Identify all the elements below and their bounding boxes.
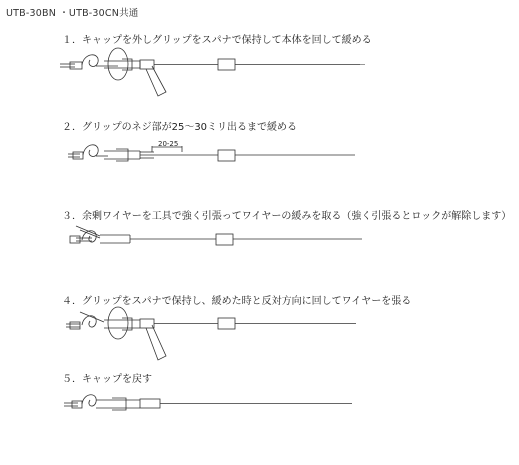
step-2-diagram xyxy=(68,145,355,161)
tool-handle-icon-4 xyxy=(146,325,166,360)
tool-handle-icon xyxy=(146,66,166,96)
step-4-label: ４．グリップをスパナで保持し、緩めた時と反対方向に回してワイヤーを張る xyxy=(62,296,412,307)
dimension-label: 20-25 xyxy=(158,140,179,148)
step-3-diagram xyxy=(70,226,362,245)
step-5-label: ５．キャップを戻す xyxy=(62,374,152,385)
wrench-icon-4 xyxy=(108,307,128,339)
step-1-label: １．キャップを外しグリップをスパナで保持して本体を回して緩める xyxy=(62,35,372,46)
hook-icon-3 xyxy=(82,231,96,242)
step-5-diagram xyxy=(64,395,352,410)
wire-pull-icon xyxy=(76,226,100,236)
hook-icon-5 xyxy=(82,395,96,406)
step-4-diagram xyxy=(66,307,356,360)
step-1-diagram xyxy=(60,48,365,96)
step-3-label: ３．余剰ワイヤーを工具で強く引張ってワイヤーの緩みを取る（強く引張るとロックが解除します） xyxy=(62,211,512,222)
page-title: UTB-30BN ・UTB-30CN共通 xyxy=(6,8,139,19)
hook-icon xyxy=(82,55,98,67)
hook-icon-2 xyxy=(83,145,98,157)
wrench-icon xyxy=(108,48,128,80)
step-2-label: ２．グリップのネジ部が25～30ミリ出るまで緩める xyxy=(62,122,298,133)
